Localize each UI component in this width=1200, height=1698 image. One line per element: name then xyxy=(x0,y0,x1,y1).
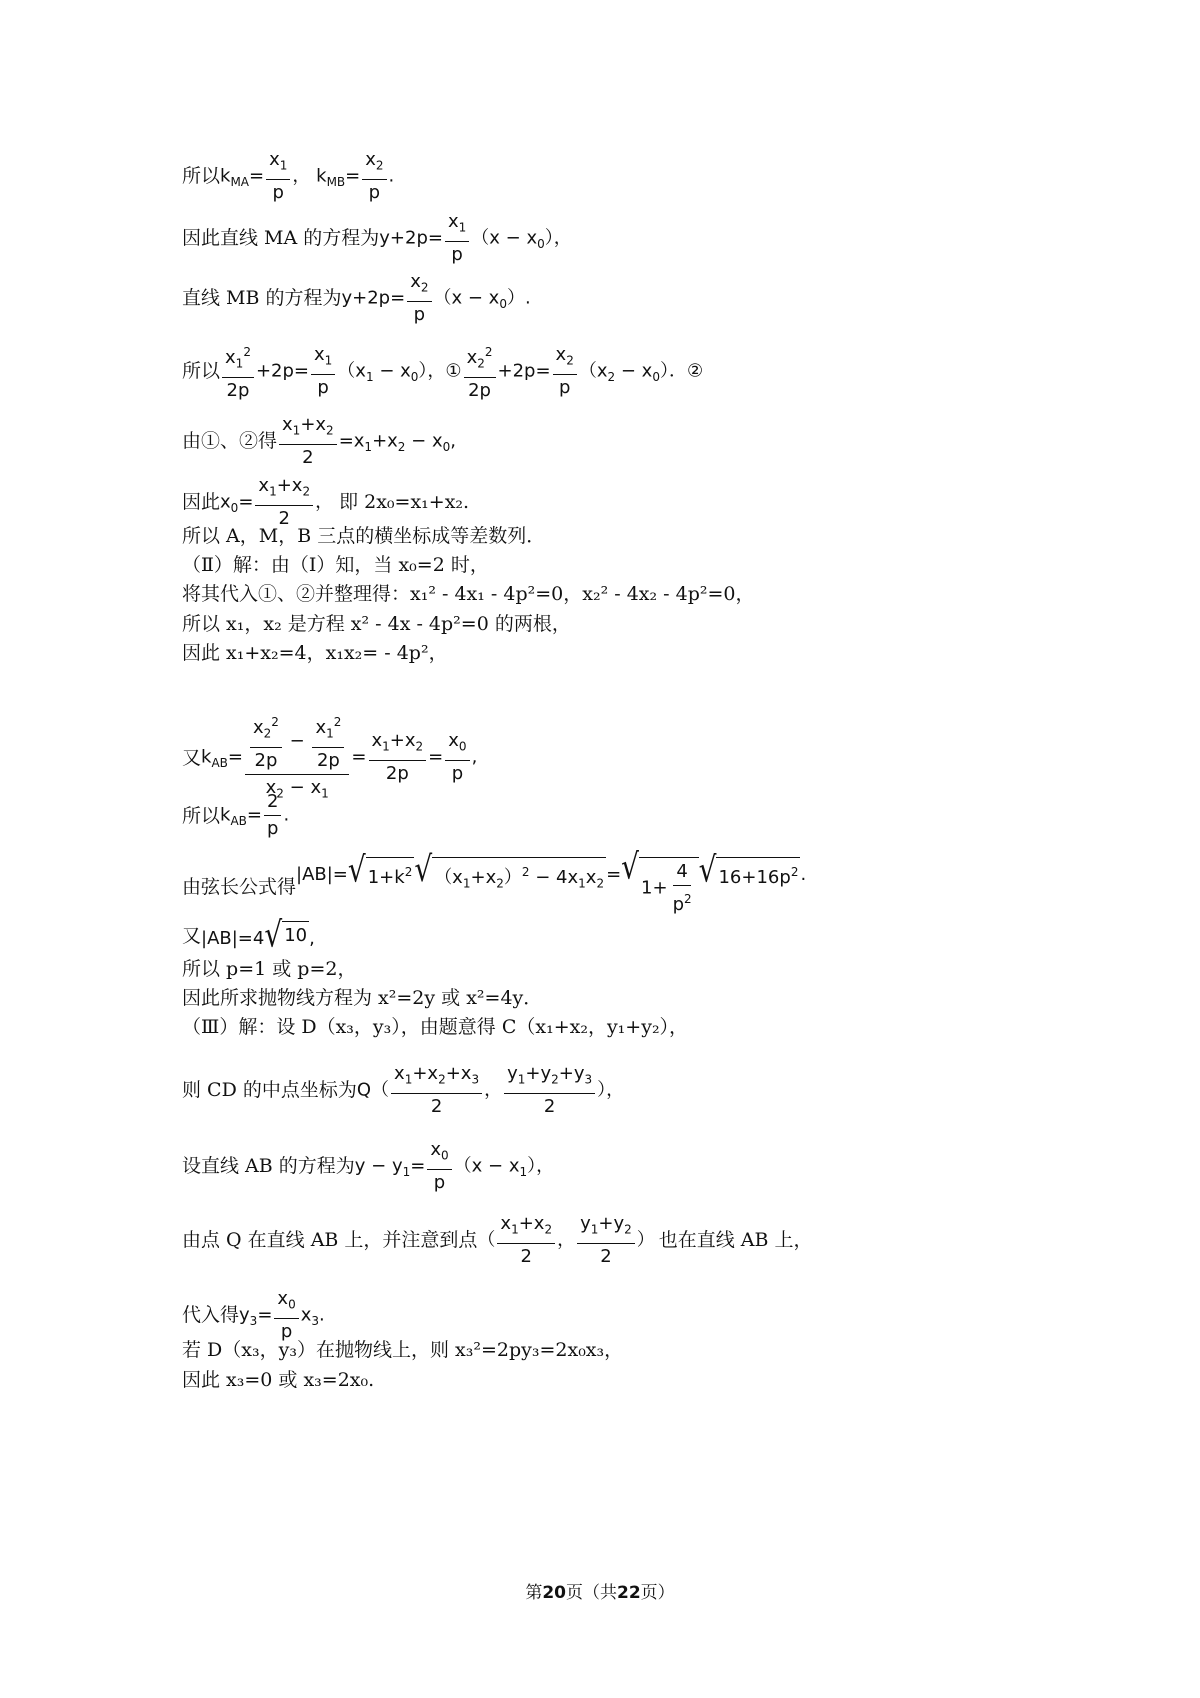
text-line: 因此直线 MA 的方程为 y+2p= $\frac{x_1}{p}$ $(x - x_0)$， xyxy=(182,211,572,265)
text-line: 因此所求抛物线方程为 x²=2y 或 x²=4y． xyxy=(182,987,543,1009)
text-line: 设直线 AB 的方程为 $y - y_1=$ $\frac{x_0}{p}$ $(x - x_1)$， xyxy=(182,1139,555,1193)
text-line: 代入得 $y_3=$ $\frac{x_0}{p}$ $x_3$. xyxy=(182,1288,325,1342)
text-line: 因此 x₃=0 或 x₃=2x₀. xyxy=(182,1369,375,1391)
formula: $y_3=$ $\frac{x_0}{p}$ $x_3$. xyxy=(239,1288,325,1342)
text-line: 若 D（x₃，y₃）在抛物线上，则 x₃²=2py₃=2x₀x₃， xyxy=(182,1339,624,1361)
text-line: 直线 MB 的方程为 y+2p= $\frac{x_2}{p}$ $(x - x_0)$. xyxy=(182,271,531,325)
page-footer: 第20页（共22页） xyxy=(525,1583,675,1603)
text-line: 由弦长公式得 |AB|= √ $1+k^2$ √ $(x_1+x_2)^2 - 4x_1x_2$ = √ 1+ $\frac{4}{p^2}$ √ $16+16p^2$ . xyxy=(182,845,807,915)
text-line: 所以 $\frac{x_1^2}{2p}$ +2p= $\frac{x_1}{p}$ $(x_1 - x_0)$，① $\frac{x_2^2}{2p}$ +2p= $\frac{x_2}{p}$ $(x_2 - x_0)$．② xyxy=(182,340,703,403)
page-number: 20 xyxy=(542,1583,566,1603)
formula: $k_{AB}=$ $\frac{x_2^2}{2p}$ − $\frac{x_1^2}{2p}$ $x_2 - x_1$ = $\frac{x_1+x_2}{2p}$ = $\frac{x_0}{p}$ , xyxy=(201,710,477,805)
formula: $y - y_1=$ $\frac{x_0}{p}$ $(x - x_1)$， xyxy=(354,1139,555,1193)
text-line: 所以 A，M，B 三点的横坐标成等差数列． xyxy=(182,525,546,547)
text-line: （Ⅱ）解：由（Ⅰ）知，当 x₀=2 时， xyxy=(182,554,489,576)
text-line: 因此 x₁+x₂=4，x₁x₂= - 4p²， xyxy=(182,642,448,664)
formula: y+2p= $\frac{x_1}{p}$ $(x - x_0)$， xyxy=(379,211,572,265)
text-line: 又 $k_{AB}=$ $\frac{x_2^2}{2p}$ − $\frac{x_1^2}{2p}$ $x_2 - x_1$ = $\frac{x_1+x_2}{2p}$ = $\frac{x_0}{p}$ , xyxy=(182,710,477,805)
text-line: 则 CD 的中点坐标为 Q（ $\frac{x_1+x_2+x_3}{2}$ ， $\frac{y_1+y_2+y_3}{2}$ ）， xyxy=(182,1063,625,1117)
text-line: 因此 $x_0=$ $\frac{x_1+x_2}{2}$ ， 即 2x₀=x₁+x₂. xyxy=(182,475,470,529)
formula: （ $\frac{x_1+x_2}{2}$ ， $\frac{y_1+y_2}{2}$ ） xyxy=(477,1213,655,1267)
formula: $x_0=$ $\frac{x_1+x_2}{2}$ ， xyxy=(220,475,334,529)
text-line: 由①、②得 $\frac{x_1+x_2}{2}$ $=x_1+x_2 - x_0$, xyxy=(182,414,456,468)
page-total: 22 xyxy=(617,1583,641,1603)
text-line: 所以 $k_{AB}=$ $\frac{2}{p}$ . xyxy=(182,791,290,839)
text-line: 由点 Q 在直线 AB 上，并注意到点 （ $\frac{x_1+x_2}{2}$ ， $\frac{y_1+y_2}{2}$ ） 也在直线 AB 上， xyxy=(182,1213,813,1267)
formula: |AB|=4 √ 10 , xyxy=(201,913,315,955)
text-line: 所以 x₁，x₂ 是方程 x² - 4x - 4p²=0 的两根， xyxy=(182,613,571,635)
text-line: 将其代入①、②并整理得：x₁² - 4x₁ - 4p²=0，x₂² - 4x₂ - 4p²=0， xyxy=(182,583,755,605)
text-line: 又 |AB|=4 √ 10 , xyxy=(182,913,315,955)
text-line: 所以 p=1 或 p=2， xyxy=(182,958,357,980)
text-line: （Ⅲ）解：设 D（x₃，y₃），由题意得 C（x₁+x₂，y₁+y₂）， xyxy=(182,1016,689,1038)
formula: Q（ $\frac{x_1+x_2+x_3}{2}$ ， $\frac{y_1+y_2+y_3}{2}$ ）， xyxy=(356,1063,625,1117)
text-line: 所以 $k_{MA}=$ $\frac{x_1}{p}$ ， $k_{MB}=$ $\frac{x_2}{p}$ . xyxy=(182,149,395,203)
formula: y+2p= $\frac{x_2}{p}$ $(x - x_0)$. xyxy=(341,271,531,325)
formula: $k_{MA}=$ $\frac{x_1}{p}$ ， $k_{MB}=$ $\frac{x_2}{p}$ . xyxy=(220,149,395,203)
formula: $k_{AB}=$ $\frac{2}{p}$ . xyxy=(220,791,290,839)
formula: $\frac{x_1^2}{2p}$ +2p= $\frac{x_1}{p}$ $(x_1 - x_0)$，① $\frac{x_2^2}{2p}$ +2p= $\frac{x_2}{p}$ $(x_2 - x_0)$．② xyxy=(220,340,703,403)
formula: $\frac{x_1+x_2}{2}$ $=x_1+x_2 - x_0$, xyxy=(277,413,456,470)
formula: |AB|= √ $1+k^2$ √ $(x_1+x_2)^2 - 4x_1x_2$ = √ 1+ $\frac{4}{p^2}$ √ $16+16p^2$ . xyxy=(296,845,807,915)
